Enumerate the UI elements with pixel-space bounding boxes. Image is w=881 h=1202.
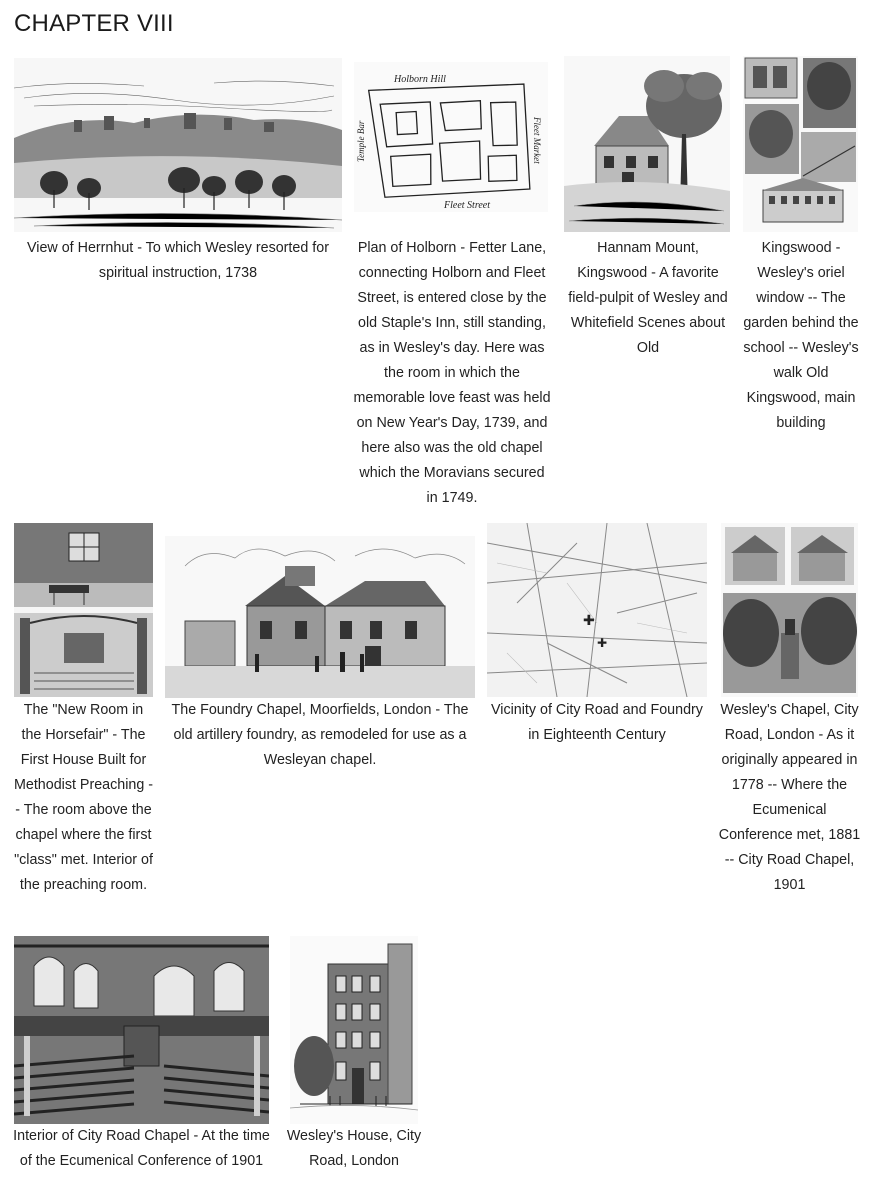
figure-caption: View of Herrnhut - To which Wesley resorted for spiritual instruction, 1738: [27, 240, 329, 281]
figure-caption: Vicinity of City Road and Foundry in Eighteenth Century: [491, 702, 703, 743]
figure-caption: Plan of Holborn - Fetter Lane, connecting Holborn and Fleet Street, is entered close by the old Staple's Inn, still standing, as in Wesley's day. Here was the room in which the memorable love feast was held on New Year's Day, 1739, and here also was the old chapel which the Moravians secured in 1749.: [353, 240, 551, 506]
figure-city-road-vicinity[interactable]: [487, 523, 707, 697]
map-label-holborn: Holborn Hill: [394, 74, 446, 85]
figure-foundry-chapel[interactable]: [165, 536, 475, 698]
svg-text:✚: ✚: [583, 613, 595, 629]
chapter-title: CHAPTER VIII: [14, 10, 174, 37]
svg-text:✚: ✚: [597, 636, 608, 650]
city-map-icon: [487, 523, 707, 697]
figure-hannam-mount[interactable]: [564, 56, 730, 232]
interior-engraving-icon: [14, 523, 153, 697]
street-map-icon: [354, 62, 548, 212]
figure-kingswood[interactable]: [743, 56, 858, 232]
figure-wesleys-chapel[interactable]: [721, 523, 858, 697]
figure-caption: Wesley's House, City Road, London: [286, 1128, 422, 1169]
figure-wesleys-house[interactable]: [290, 936, 418, 1124]
figure-caption: The Foundry Chapel, Moorfields, London - The old artillery foundry, as remodeled for use as a Wesleyan chapel.: [171, 702, 469, 768]
townhouse-engraving-icon: [290, 936, 418, 1124]
map-label-fleet-market: Fleet Market: [532, 117, 542, 164]
chapel-collage-engraving-icon: [721, 523, 858, 697]
collage-engraving-icon: [743, 56, 858, 232]
figure-city-road-interior[interactable]: [14, 936, 269, 1124]
map-label-temple-bar: Temple Bar: [356, 120, 366, 162]
figure-caption: Kingswood - Wesley's oriel window -- The garden behind the school -- Wesley's walk Old Kingswood, main building: [743, 240, 859, 431]
chapel-engraving-icon: [165, 536, 475, 698]
chapel-interior-engraving-icon: [14, 936, 269, 1124]
figure-holborn-plan[interactable]: [354, 62, 548, 212]
house-tree-engraving-icon: [564, 56, 730, 232]
figure-herrnhut[interactable]: [14, 58, 342, 232]
figure-new-room[interactable]: [14, 523, 153, 697]
figure-caption: Interior of City Road Chapel - At the time of the Ecumenical Conference of 1901: [13, 1128, 270, 1169]
figure-caption: Wesley's Chapel, City Road, London - As it originally appeared in 1778 -- Where the Ecumenical Conference met, 1881 -- City Road Chapel, 1901: [718, 702, 861, 893]
map-label-fleet-street: Fleet Street: [444, 200, 490, 211]
figure-caption: Hannam Mount, Kingswood - A favorite field-pulpit of Wesley and Whitefield Scenes about Old: [568, 240, 728, 356]
landscape-engraving-icon: [14, 58, 342, 232]
figure-caption: The "New Room in the Horsefair" - The First House Built for Methodist Preaching -- The room above the chapel where the first "class" met. Interior of the preaching room.: [13, 702, 154, 893]
